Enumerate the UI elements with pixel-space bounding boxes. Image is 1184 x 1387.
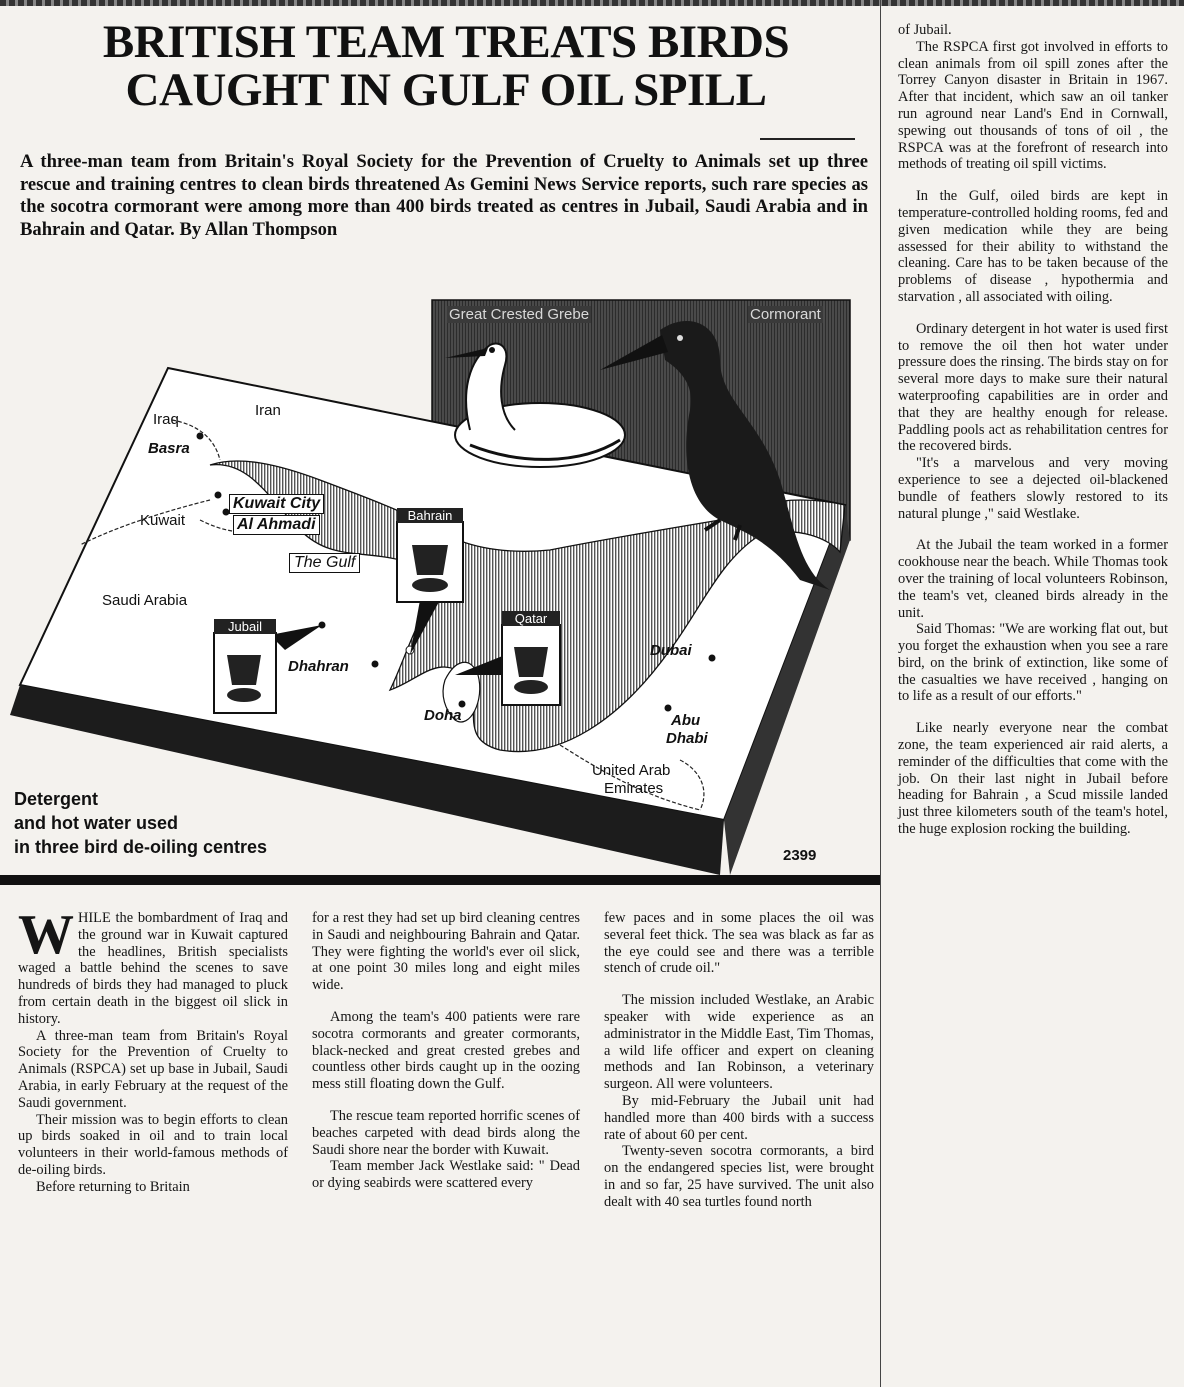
iraq-label: Iraq [153,411,179,428]
kuwait-city-label: Kuwait City [229,494,324,514]
paragraph: Among the team's 400 patients were rare socotra cormorants and greater cormorants, black-necked and great crested grebes and countless other birds caught up in the oozing mess still floating down the Gulf. [312,1008,580,1093]
column-rule [880,0,881,1387]
column-4 [898,22,1168,838]
dhahran-label: Dhahran [288,658,349,675]
iran-label: Iran [255,402,281,419]
uae-label-line1: United Arab [592,762,671,779]
paragraph: few paces and in some places the oil was several feet thick. The sea was black as far as the eye could see and there was a terrible stench of crude oil." [604,910,874,977]
paragraph: Before returning to Britain [36,1178,190,1195]
paragraph: Like nearly everyone near the combat zone, the team experienced air raid alerts, a reminder of the difficulties that come with the job. On their last night in Jubail before heading for Bahrain , a Scud missile landed just three kilometers south of the team's hotel, the huge explosion rocking the building. [898,720,1168,838]
paragraph [18,904,288,1028]
abu-dhabi-label-line2: Dhabi [666,730,708,747]
paragraph-text: HILE the bombardment of Iraq and the ground war in Kuwait captured the headlines, British specialists waged a battle behind the scenes to save hundreds of birds they had managed to pluck from certain death in the biggest oil slick in history. [18,910,288,1027]
paragraph: In the Gulf, oiled birds are kept in temperature-controlled holding rooms, fed and given medication while they are being assessed for their ability to withstand the cleaning. Care has to be taken because of the problems of disease , hypothermia and starvation , all associated with oiling. [898,188,1168,305]
doha-label: Doha [424,707,462,724]
column-3 [604,910,874,1211]
paragraph: Their mission was to begin efforts to clean up birds soaked in oil and to train local volunteers in their world-famous methods of de-oiling birds. [18,1111,288,1178]
drop-cap: W [18,904,74,966]
map-graphic [0,290,880,888]
cormorant-label: Cormorant [750,306,821,323]
paragraph: The rescue team reported horrific scenes of beaches carpeted with dead birds along the Saudi shore near the border with Kuwait. [312,1107,580,1158]
caption-line: and hot water used [14,813,179,833]
bahrain-centre-tag: Bahrain [397,508,463,523]
paragraph: Ordinary detergent in hot water is used first to remove the oil then hot water under pressure does the rinsing. The birds stay on for several more days to make sure their natural waterproofing capabilities are in order and that they are healthy enough for release. Paddling pools act as rehabilitation centres for the recovered birds. [898,320,1168,455]
basra-label: Basra [148,440,190,457]
paragraph: Twenty-seven socotra cormorants, a bird on the endangered species list, were brought in and so far, 25 have survived. The unit also dealt with 40 sea turtles found north [604,1143,874,1210]
dubai-label: Dubai [650,642,692,659]
basra-dot [197,433,204,440]
paragraph: The RSPCA first got involved in efforts to clean animals from oil spill zones after the Torrey Canyon disaster in Britain in 1967. After that incident, which saw an oil tanker run aground near Land's End in Cornwall, spewing out thousands of tons of oil , the RSPCA was at the forefront of research into methods of treating oil spill victims. [898,38,1168,173]
standfirst: A three-man team from Britain's Royal Society for the Prevention of Cruelty to Animals set up three rescue and training centres to clean birds threatened As Gemini News Service reports, such rare species as the socotra cormorant were among more than 400 birds treated as centres in Jubail, Saudi Arabia and in Bahrain and Qatar. By Allan Thompson [20,151,868,240]
paragraph: A three-man team from Britain's Royal Society for the Prevention of Cruelty to Animals (RSPCA) set up base in Jubail, Saudi Arabia, in early February at the request of the Saudi government. [18,1027,288,1111]
top-border [0,0,1184,6]
paragraph: "It's a marvelous and very moving experience to see a dejected oil-blackened bundle of feathers slowly restored to its natural plunge ," said Westlake. [898,455,1168,522]
caption-line: in three bird de-oiling centres [14,837,268,857]
graphic-caption [14,787,434,859]
al-ahmadi-label: Al Ahmadi [233,515,320,535]
paragraph: By mid-February the Jubail unit had handled more than 400 birds with a success rate of about 60 per cent. [604,1092,874,1143]
qatar-centre-tag: Qatar [502,611,560,626]
headline-rule [760,138,855,140]
paragraph: for a rest they had set up bird cleaning centres in Saudi and neighbouring Bahrain and Qatar. They were fighting the world's ever oil slick, at one point 30 miles long and eight miles wide. [312,910,580,994]
paragraph: Team member Jack Westlake said: " Dead or dying seabirds were scattered every [312,1158,580,1192]
kuwait-label: Kuwait [140,512,186,529]
paragraph: At the Jubail the team worked in a former cookhouse near the beach. While Thomas took over the training of local volunteers Robinson, the team's vet, cleaned birds already in the unit. [898,537,1168,621]
grebe-label: Great Crested Grebe [449,306,590,323]
the-gulf-label: The Gulf [289,553,360,573]
graphic-bottom-bar [0,875,880,885]
graphic-number: 2399 [783,847,817,864]
jubail-dot [319,622,326,629]
paragraph: The mission included Westlake, an Arabic speaker with wide experience as an administrator in the Middle East, Tim Thomas, a wild life officer and expert on cleaning methods and Ian Robinson, a veterinary surgeon. All were volunteers. [604,992,874,1093]
dhahran-dot [372,661,379,668]
headline: BRITISH TEAM TREATS BIRDS CAUGHT IN GULF OIL SPILL [102,16,790,116]
abu-dhabi-label-line1: Abu [671,712,701,729]
paragraph: of Jubail. [898,22,952,38]
saudi-arabia-label: Saudi Arabia [102,592,188,609]
column-2 [312,910,580,1192]
kuwait-city-dot [215,492,222,499]
dubai-dot [709,655,716,662]
uae-label-line2: Emirates [604,780,664,797]
jubail-centre-tag: Jubail [214,619,276,634]
abu-dhabi-dot [665,705,672,712]
column-1 [18,904,288,1196]
caption-line: Detergent [14,789,99,809]
paragraph: Said Thomas: "We are working flat out, but you forget the exhaustion when you see a rare bird, on the brink of extinction, like some of the casualties we have received , hanging on to life as a result of our efforts." [898,621,1168,705]
